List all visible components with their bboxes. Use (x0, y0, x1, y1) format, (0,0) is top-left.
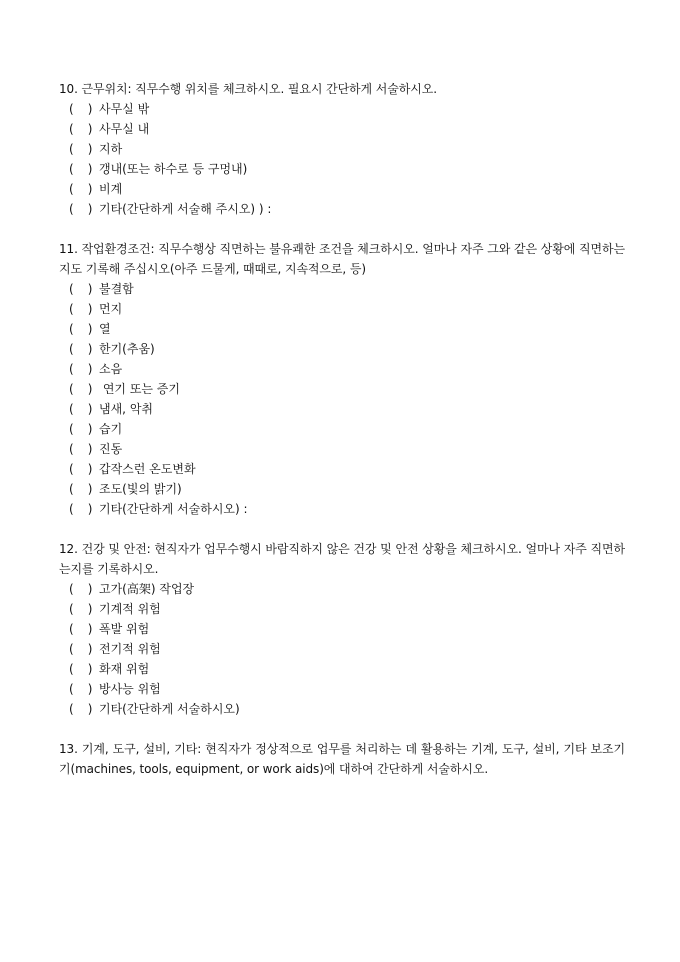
paren-close: ) (87, 282, 93, 296)
paren-close: ) (87, 162, 93, 176)
paren-open: ( (69, 502, 74, 516)
checkbox-parens[interactable] (69, 619, 99, 639)
checkbox-parens[interactable] (69, 659, 99, 679)
option-item[interactable] (59, 639, 625, 659)
paren-close: ) (87, 322, 93, 336)
checkbox-parens[interactable] (69, 119, 99, 139)
paren-open: ( (69, 162, 74, 176)
paren-close: ) (87, 422, 93, 436)
paren-open: ( (69, 422, 74, 436)
option-item[interactable] (59, 699, 625, 719)
paren-open: ( (69, 402, 74, 416)
option-label: 한기(추움) (99, 342, 155, 356)
option-label: 갑작스런 온도변화 (99, 462, 196, 476)
paren-close: ) (87, 122, 93, 136)
checkbox-parens[interactable] (69, 359, 99, 379)
paren-open: ( (69, 622, 74, 636)
option-label: 지하 (99, 142, 123, 156)
paren-open: ( (69, 482, 74, 496)
question-heading: 10. 근무위치: 직무수행 위치를 체크하시오. 필요시 간단하게 서술하시오. (59, 82, 437, 96)
checkbox-parens[interactable] (69, 439, 99, 459)
option-item[interactable] (59, 119, 625, 139)
option-item[interactable] (59, 139, 625, 159)
checkbox-parens[interactable] (69, 299, 99, 319)
option-label: 기타(간단하게 서술하시오) (99, 702, 240, 716)
checkbox-parens[interactable] (69, 599, 99, 619)
paren-open: ( (69, 682, 74, 696)
paren-open: ( (69, 182, 74, 196)
option-label: 폭발 위험 (99, 622, 150, 636)
checkbox-parens[interactable] (69, 419, 99, 439)
option-item[interactable] (59, 379, 625, 399)
option-item[interactable] (59, 579, 625, 599)
checkbox-parens[interactable] (69, 339, 99, 359)
option-label: 갱내(또는 하수로 등 구멍내) (99, 162, 248, 176)
paren-open: ( (69, 322, 74, 336)
option-label: 먼지 (99, 302, 123, 316)
paren-close: ) (87, 202, 93, 216)
checkbox-parens[interactable] (69, 99, 99, 119)
option-item[interactable] (59, 159, 625, 179)
question-heading: 11. 작업환경조건: 직무수행상 직면하는 불유쾌한 조건을 체크하시오. 얼마나 자주 그와 같은 상황에 직면하는 지도 기록해 주십시오(아주 드물게, 때때로, 지속적으로, 등) (59, 242, 625, 276)
option-label: 방사능 위험 (99, 682, 161, 696)
section-work-location (59, 79, 625, 219)
option-label: 사무실 내 (99, 122, 150, 136)
checkbox-parens[interactable] (69, 679, 99, 699)
section-work-environment (59, 239, 625, 519)
section-health-safety (59, 539, 625, 719)
option-item[interactable] (59, 679, 625, 699)
checkbox-parens[interactable] (69, 319, 99, 339)
checkbox-parens[interactable] (69, 479, 99, 499)
paren-open: ( (69, 362, 74, 376)
checkbox-parens[interactable] (69, 199, 99, 219)
option-label: 열 (99, 322, 111, 336)
option-item[interactable] (59, 479, 625, 499)
paren-close: ) (87, 702, 93, 716)
paren-open: ( (69, 662, 74, 676)
option-label: 사무실 밖 (99, 102, 150, 116)
paren-close: ) (87, 302, 93, 316)
paren-open: ( (69, 282, 74, 296)
option-label: 습기 (99, 422, 123, 436)
paren-close: ) (87, 602, 93, 616)
paren-close: ) (87, 482, 93, 496)
checkbox-parens[interactable] (69, 379, 99, 399)
paren-open: ( (69, 382, 74, 396)
paren-open: ( (69, 602, 74, 616)
paren-open: ( (69, 462, 74, 476)
option-label: 조도(빛의 밝기) (99, 482, 182, 496)
checkbox-parens[interactable] (69, 279, 99, 299)
option-item[interactable] (59, 619, 625, 639)
option-item[interactable] (59, 339, 625, 359)
option-item[interactable] (59, 419, 625, 439)
checkbox-parens[interactable] (69, 579, 99, 599)
paren-close: ) (87, 362, 93, 376)
section-machines-tools (59, 739, 625, 779)
option-label: 진동 (99, 442, 123, 456)
option-label: 냄새, 악취 (99, 402, 153, 416)
option-label: 불결함 (99, 282, 134, 296)
paren-close: ) (87, 342, 93, 356)
option-item[interactable] (59, 399, 625, 419)
paren-open: ( (69, 302, 74, 316)
option-label: 기계적 위험 (99, 602, 161, 616)
option-label: 고가(高架) 작업장 (99, 582, 195, 596)
paren-close: ) (87, 662, 93, 676)
checkbox-parens[interactable] (69, 399, 99, 419)
option-label: 연기 또는 증기 (99, 382, 180, 396)
option-item[interactable] (59, 459, 625, 479)
option-item[interactable] (59, 199, 625, 219)
checkbox-parens[interactable] (69, 179, 99, 199)
option-item[interactable] (59, 279, 625, 299)
paren-open: ( (69, 102, 74, 116)
questionnaire-content (59, 79, 625, 799)
option-item[interactable] (59, 299, 625, 319)
paren-open: ( (69, 142, 74, 156)
paren-close: ) (87, 682, 93, 696)
option-label: 소음 (99, 362, 123, 376)
option-item[interactable] (59, 359, 625, 379)
option-item[interactable] (59, 99, 625, 119)
paren-open: ( (69, 702, 74, 716)
paren-open: ( (69, 342, 74, 356)
checkbox-parens[interactable] (69, 459, 99, 479)
paren-close: ) (87, 382, 93, 396)
option-label: 기타(간단하게 서술하시오) : (99, 502, 248, 516)
option-item[interactable] (59, 599, 625, 619)
option-item[interactable] (59, 179, 625, 199)
option-label: 화재 위험 (99, 662, 150, 676)
paren-close: ) (87, 442, 93, 456)
paren-close: ) (87, 502, 93, 516)
question-heading: 13. 기계, 도구, 설비, 기타: 현직자가 정상적으로 업무를 처리하는 데 활용하는 기계, 도구, 설비, 기타 보조기기(machines, tools, equipment, or work aids)에 대하여 간단하게 서술하시오. (59, 742, 625, 776)
option-label: 기타(간단하게 서술해 주시오) ) : (99, 202, 272, 216)
option-item[interactable] (59, 319, 625, 339)
checkbox-parens[interactable] (69, 139, 99, 159)
checkbox-parens[interactable] (69, 499, 99, 519)
paren-close: ) (87, 622, 93, 636)
checkbox-parens[interactable] (69, 639, 99, 659)
paren-close: ) (87, 582, 93, 596)
question-heading: 12. 건강 및 안전: 현직자가 업무수행시 바람직하지 않은 건강 및 안전 상황을 체크하시오. 얼마나 자주 직면하는지를 기록하시오. (59, 542, 625, 576)
checkbox-parens[interactable] (69, 699, 99, 719)
paren-close: ) (87, 182, 93, 196)
option-item[interactable] (59, 659, 625, 679)
paren-close: ) (87, 462, 93, 476)
paren-close: ) (87, 142, 93, 156)
option-label: 전기적 위험 (99, 642, 161, 656)
paren-open: ( (69, 122, 74, 136)
paren-open: ( (69, 202, 74, 216)
paren-close: ) (87, 642, 93, 656)
option-label: 비계 (99, 182, 123, 196)
paren-close: ) (87, 102, 93, 116)
option-item[interactable] (59, 439, 625, 459)
paren-open: ( (69, 642, 74, 656)
paren-open: ( (69, 442, 74, 456)
option-item[interactable] (59, 499, 625, 519)
paren-close: ) (87, 402, 93, 416)
paren-open: ( (69, 582, 74, 596)
checkbox-parens[interactable] (69, 159, 99, 179)
